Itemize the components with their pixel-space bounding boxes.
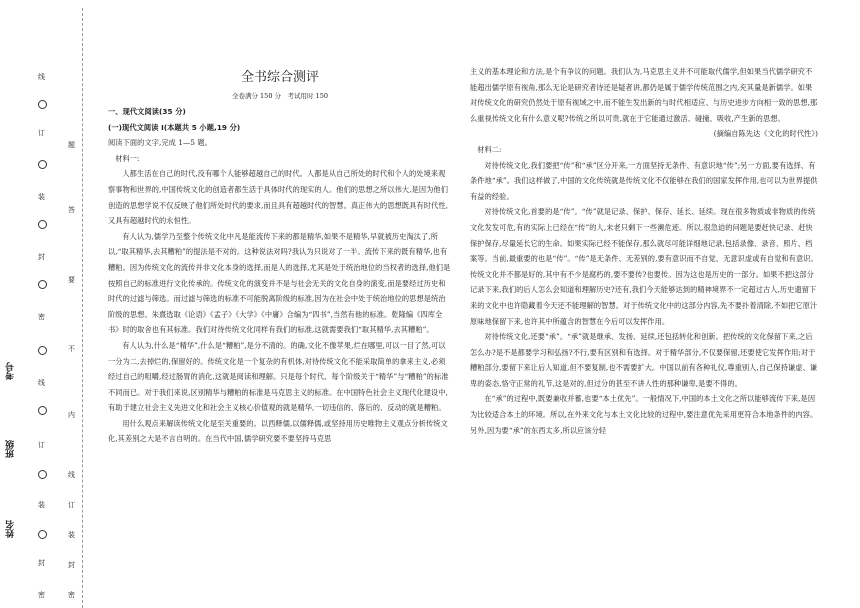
binding-hole bbox=[38, 280, 47, 289]
warning-char: 要 bbox=[68, 276, 75, 284]
seal-char: 密 bbox=[38, 313, 45, 321]
paragraph: 对待传统文化,还要“承”。“承”就是继承、发扬、延续,还包括转化和创新。把传统的文化保留下来,之后怎么办?是不是都要学习和弘扬?不行,要有区别和有选择。对于精华部分,不仅要保留,还要使它发挥作用;对于糟粕部分,要留下来让后人知道,但不要复制,也不需要扩大。中国以前有各种礼仪,尊重别人,自己保持谦虚、谦卑的姿态,恪守正常的礼节,这是对的,但过分的甚至不讲人性的那种谦卑,是要不得的。 bbox=[470, 332, 818, 388]
binding-hole bbox=[38, 346, 47, 355]
seal-char: 装 bbox=[38, 193, 45, 201]
right-column bbox=[470, 64, 818, 438]
seal-char: 线 bbox=[38, 379, 45, 387]
seal-char: 线 bbox=[38, 73, 45, 81]
paragraph: 对待传统文化,首要的是“传”。“传”就是记录、保护、保存、延长、延续。现在很多物质或非物质的传统文化发发可危,有的实际上已经在“传”的人,未老只剩下一些濒危迹。所以,很急迫的问题是要赶快记录、赶快保护保存,尽量延长它的生命。如果实际已经不能保存,那么就尽可能详细地记录,包括录像、录音、照片、档案等。当前,最重要的也是“传”。“传”是无条件、无差别的,要有意识而不自觉、无意识虚或有自觉和有意识。传统文化并不都是好的,其中有不少是腐朽的,要不要传?也要传。因为这也是历史的一部分。如果不把这部分记录下来,我们的后人怎么会知道和理解历史?还有,我们今天能够达到的精神境界不一定超过古人,历史遗留下来的文化中也许隐藏着今天还不能理解的智慧。对于传统文化中的这部分内容,先不要扑着清除,不如把它原汁原味地保留下来,也许其中所蕴含的智慧在今后可以发挥作用。 bbox=[470, 207, 818, 326]
paragraph: 用什么观点来解读传统文化是至关重要的。以西释儒,以儒释儒,或坚持用历史唯物主义观点分析传统文化,其差别之大是不言自明的。在当代中国,儒学研究要不要坚持马克思 bbox=[108, 418, 448, 444]
student-id-label: 考号 bbox=[6, 362, 16, 380]
seal-char: 订 bbox=[38, 441, 45, 449]
warning-char: 内 bbox=[68, 411, 75, 419]
seal-char: 密 bbox=[38, 591, 45, 599]
warning-char: 封 bbox=[68, 561, 75, 569]
paragraph: 有人认为,什么是“精华”,什么是“糟粕”,是分不清的。的确,文化不像苹果,烂在哪里,可以一目了然,可以一分为二,去掉烂的,保留好的。传统文化是一个复杂的有机体,对待传统文化不能采取简单的拿来主义,必须经过自己的咀嚼,经过肠胃的消化,这就是阅读和理解。只是每个时代、每个阶级关于“精华”与“糟粕”的标准不同而已。对于我们来说,区别精华与糟粕的标准是马克思主义的标准。在中国特色社会主义现代化建设中,有助于建立社会主义先进文化和社会主义核心价值观的就是精华,一切违信的、落后的、反动的就是糟粕。 bbox=[108, 340, 449, 413]
warning-char: 订 bbox=[68, 501, 75, 509]
binding-hole bbox=[38, 406, 47, 415]
name-label: 姓名 bbox=[6, 520, 16, 538]
paragraph: 主义的基本理论和方法,是个有争议的问题。我们认为,马克思主义并不可能取代儒学,但如果当代儒学研究不能超出儒学原有视角,那么无论是研究者诗还是疑者讲,都仍是属于儒学传统范围之内,充其量是新儒学。如果对传统文化的研究仍然处于原有视域之中,而不能生发出新的与时代相适应、与历史进步方向相一致的思想,那么重视传统文化有什么意义呢?传统之所以可贵,就在于它能通过激活、碰撞、吸收,产生新的思想。 bbox=[470, 67, 818, 123]
binding-hole bbox=[38, 470, 47, 479]
section-heading: 一、现代文阅读(35 分) bbox=[108, 107, 186, 116]
class-label: 班级 bbox=[6, 440, 16, 458]
paragraph: 在“承”的过程中,既要兼收并蓄,也要“本土优先”。一般情况下,中国的本土文化之所以能够流传下来,是因为比较适合本土的环境。所以,在外来文化与本土文化比较的过程中,要注意优先采用更符合本地条件的内容。另外,因为要“承”的东西太多,所以应该分轻 bbox=[470, 394, 818, 435]
warning-char: 装 bbox=[68, 531, 75, 539]
warning-char: 答 bbox=[68, 206, 75, 214]
binding-hole bbox=[38, 160, 47, 169]
seal-char: 封 bbox=[38, 559, 45, 567]
seal-line bbox=[82, 8, 83, 608]
binding-hole bbox=[38, 530, 47, 539]
material-label: 材料一: bbox=[115, 153, 140, 163]
warning-char: 题 bbox=[68, 141, 75, 149]
seal-char: 订 bbox=[38, 129, 45, 137]
paragraph: 人都生活在自己的时代,没有哪个人能够超越自己的时代。人都是从自己所处的时代和个人的处境来观察事物和世界的,中国传统文化的创造者都生活于具体时代的现实的人。他们的思想之所以伟大,是因为他们创造的思想学说不仅反映了他们所处时代的要求,而且具有超越时代的智慧。真正伟大的思想既具有时代性,又具有超越时代的永恒性。 bbox=[108, 169, 448, 226]
seal-char: 装 bbox=[38, 501, 45, 509]
source-citation: (摘编自陈先达《文化的时代性》) bbox=[713, 129, 818, 139]
subsection-heading: (一)现代文阅读 Ⅰ(本题共 5 小题,19 分) bbox=[108, 122, 241, 132]
page-title: 全书综合测评 bbox=[240, 70, 319, 85]
binding-hole bbox=[38, 100, 47, 109]
instruction: 阅读下面的文字,完成 1—5 题。 bbox=[108, 138, 212, 148]
material-label: 材料二: bbox=[477, 144, 502, 154]
left-column bbox=[108, 104, 452, 447]
warning-char: 不 bbox=[68, 345, 75, 353]
binding-margin bbox=[0, 0, 100, 608]
warning-char: 密 bbox=[68, 591, 75, 599]
exam-info: 全卷满分 150 分 考试用时 150 bbox=[231, 92, 328, 100]
paragraph: 对待传统文化,我们要把“传”和“承”区分开来,一方面坚持无条件、有意识地“传”;另一方面,要有选择、有条件地“承”。我们这样做了,中国的文化传统就是传统文化不仅能够在我们的国家发挥作用,也可以为世界提供有益的经验。 bbox=[470, 160, 818, 201]
paragraph: 有人认为,儒学乃至整个传统文化中凡是能流传下来的都是精华,如果不是精华,早就被历史淘汰了,所以,“取其精华,去其糟粕”的提法是不对的。这种说法对吗?我认为只说对了一半。流传下来的既有精华,也有糟粕。因为传统文化的流传并非文化本身的选择,而是人的选择,尤其是处于统治地位的当权者的选择,他们是按照自己的标准进行文化传承的。传统文化的演变并不是与社会无关的文化自身的演变,而是要经过历史和时代的过滤与筛选。而过滤与筛选的标准不可能脱离阶级的标准,因为在社会中处于统治地位的思想是统治阶级的思想。朱熹选取《论语》《孟子》《大学》《中庸》合编为“四书”,当然有他的标准。乾隆编《四库全书》时的取舍也有其标准。我们对待传统文化同样有我们的标准,这就需要我们“取其精华,去其糟粕”。 bbox=[108, 231, 451, 335]
binding-hole bbox=[38, 220, 47, 229]
warning-char: 线 bbox=[68, 471, 75, 479]
seal-char: 封 bbox=[38, 253, 45, 261]
